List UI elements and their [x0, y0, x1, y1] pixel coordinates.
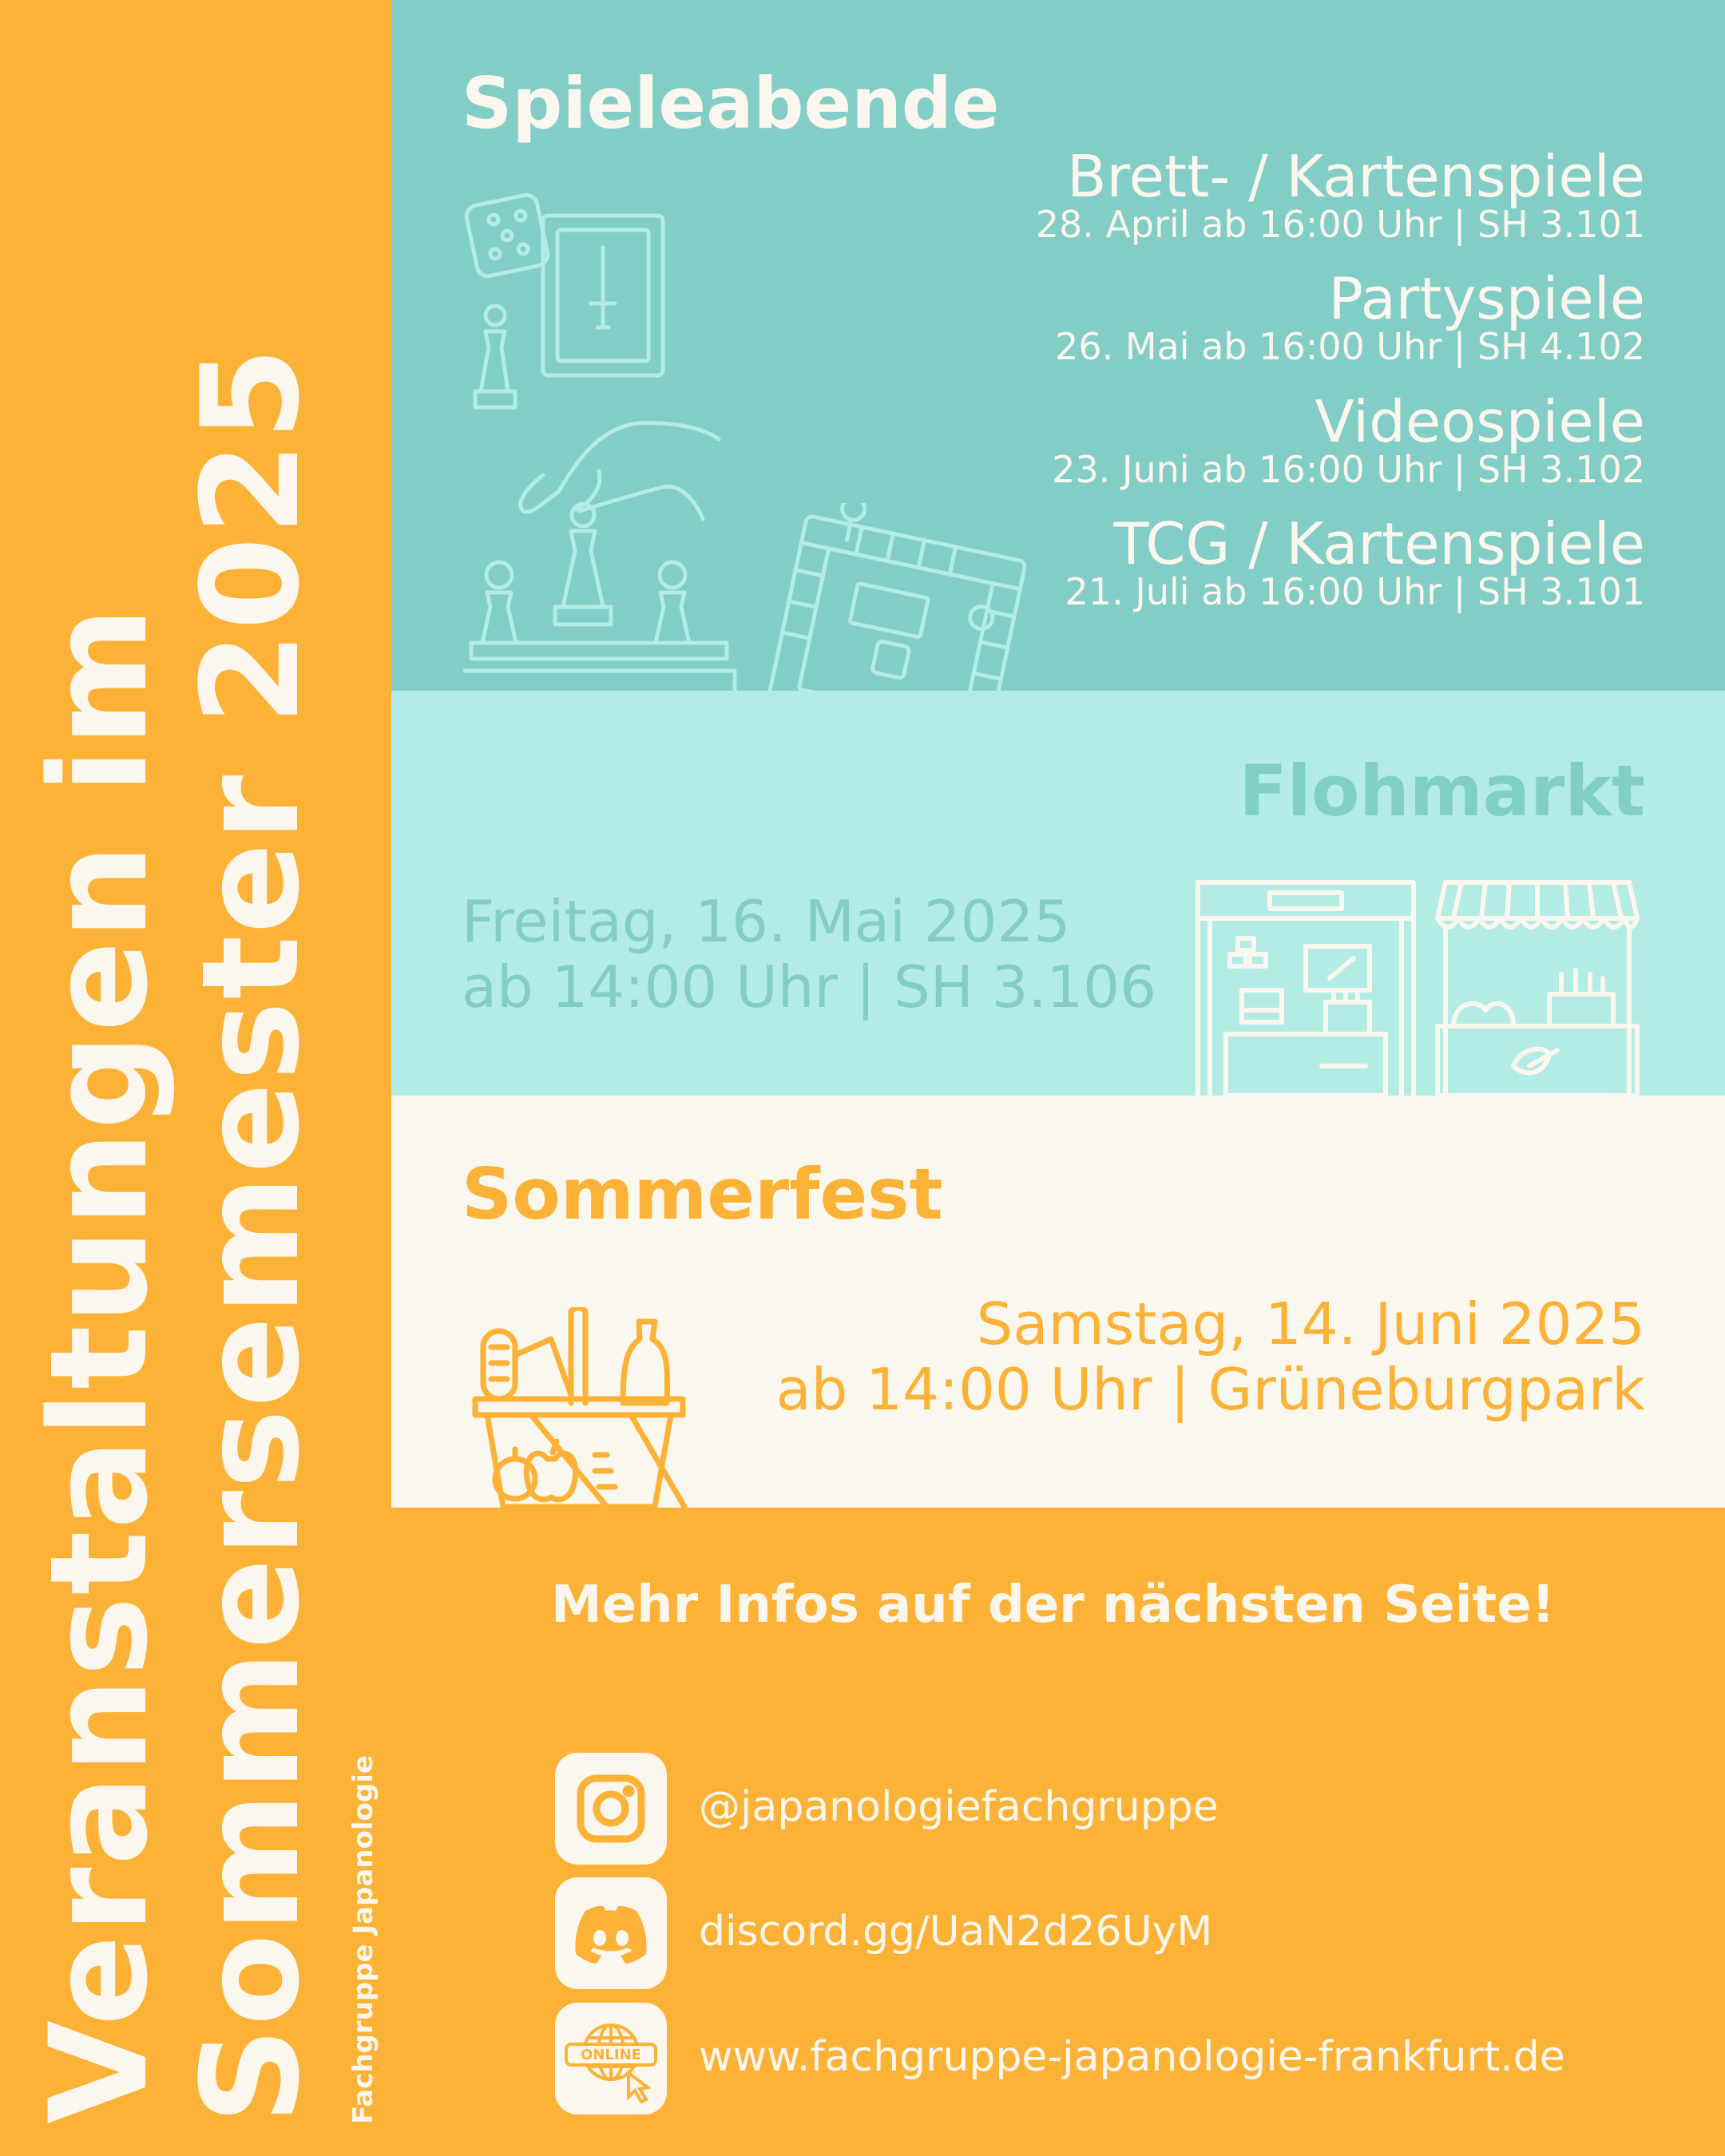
title-line-2: Sommersemester 2025	[172, 345, 329, 2124]
game-event	[1052, 388, 1645, 491]
sommerfest-time-place: ab 14:00 Uhr | Grüneburgpark	[775, 1356, 1645, 1423]
dice-card-icon	[463, 184, 671, 415]
website-link[interactable]: www.fachgruppe-japanologie-frankfurt.de	[699, 2033, 1565, 2081]
title-band	[0, 0, 391, 2156]
flohmarkt-title: Flohmarkt	[1239, 750, 1645, 832]
discord-link[interactable]: discord.gg/UaN2d26UyM	[699, 1908, 1213, 1956]
game-event	[1065, 510, 1645, 613]
section-sommerfest	[391, 1096, 1725, 1508]
chess-hand-icon	[463, 415, 743, 691]
title-line-1: Veranstaltungen im	[21, 604, 177, 2124]
market-stall-icon	[1194, 878, 1649, 1096]
game-event	[1055, 265, 1645, 368]
game-event	[1035, 143, 1645, 246]
flohmarkt-date: Freitag, 16. Mai 2025	[462, 888, 1071, 955]
sommerfest-date: Samstag, 14. Juni 2025	[976, 1290, 1645, 1357]
instagram-handle[interactable]: @japanologiefachgruppe	[699, 1783, 1219, 1831]
game-event-when: 28. April ab 16:00 Uhr | SH 3.101	[1035, 203, 1645, 246]
flohmarkt-time-place: ab 14:00 Uhr | SH 3.106	[462, 953, 1156, 1021]
game-event-name: TCG / Kartenspiele	[1113, 510, 1645, 577]
flohmarkt-details	[462, 889, 1156, 1020]
sommerfest-title: Sommerfest	[462, 1153, 943, 1235]
section-flohmarkt	[391, 691, 1725, 1096]
vertical-title	[0, 0, 391, 2156]
organization-name: Fachgruppe Japanologie	[347, 1755, 379, 2124]
game-event-name: Videospiele	[1315, 388, 1645, 455]
spieleabende-title: Spieleabende	[462, 62, 1000, 145]
game-event-when: 21. Juli ab 16:00 Uhr | SH 3.101	[1065, 570, 1645, 613]
more-info-text: Mehr Infos auf der nächsten Seite!	[551, 1575, 1555, 1635]
section-info	[391, 1508, 1725, 2156]
board-game-icon	[755, 503, 1026, 691]
sommerfest-details	[775, 1291, 1645, 1422]
game-event-when: 23. Juni ab 16:00 Uhr | SH 3.102	[1052, 448, 1645, 491]
online-badge-text: ONLINE	[581, 2047, 641, 2063]
online-globe-icon[interactable]	[555, 2003, 667, 2114]
section-spieleabende	[391, 0, 1725, 691]
game-event-name: Partyspiele	[1328, 265, 1645, 332]
instagram-icon[interactable]	[555, 1753, 667, 1865]
game-event-when: 26. Mai ab 16:00 Uhr | SH 4.102	[1055, 325, 1645, 368]
picnic-basket-icon	[467, 1307, 691, 1508]
game-event-name: Brett- / Kartenspiele	[1067, 143, 1645, 210]
discord-icon[interactable]	[555, 1877, 667, 1989]
